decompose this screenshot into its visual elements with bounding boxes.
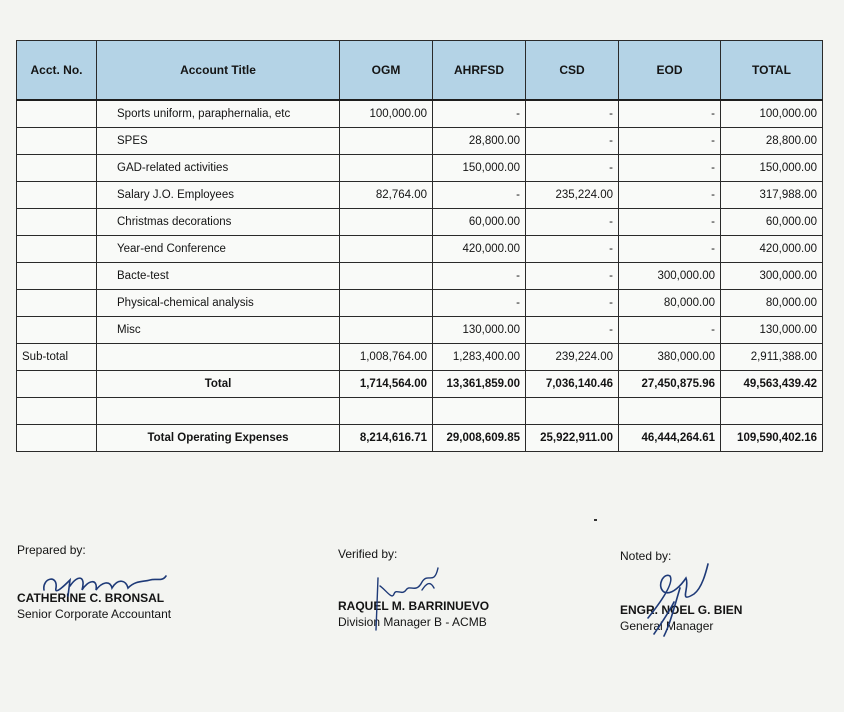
cell-ahrfsd: 60,000.00	[433, 209, 526, 236]
prepared-by-position: Senior Corporate Accountant	[17, 607, 172, 621]
cell-total: 420,000.00	[721, 236, 823, 263]
header-ogm: OGM	[340, 41, 433, 101]
cell-account-title: Year-end Conference	[97, 236, 340, 263]
cell-csd: -	[526, 236, 619, 263]
table-row	[17, 100, 823, 128]
cell-account-title: Salary J.O. Employees	[97, 182, 340, 209]
cell-total: 28,800.00	[721, 128, 823, 155]
operating-acct-cell	[17, 425, 97, 452]
cell-acct-no	[17, 236, 97, 263]
operating-total: 109,590,402.16	[721, 425, 823, 452]
total-total: 49,563,439.42	[721, 371, 823, 398]
cell-account-title: Christmas decorations	[97, 209, 340, 236]
operating-expenses-table	[16, 40, 823, 452]
cell-account-title: Sports uniform, paraphernalia, etc	[97, 100, 340, 128]
total-ogm: 1,714,564.00	[340, 371, 433, 398]
noted-by-block	[620, 548, 742, 634]
cell-eod: -	[619, 182, 721, 209]
cell-total: 317,988.00	[721, 182, 823, 209]
spacer-row	[17, 398, 823, 425]
cell-total: 150,000.00	[721, 155, 823, 182]
verified-by-block	[338, 546, 489, 630]
operating-ahrfsd: 29,008,609.85	[433, 425, 526, 452]
total-csd: 7,036,140.46	[526, 371, 619, 398]
cell-eod: -	[619, 100, 721, 128]
cell-ahrfsd: -	[433, 263, 526, 290]
subtotal-title-cell	[97, 344, 340, 371]
noted-by-caption: Noted by:	[620, 549, 672, 563]
header-account-title: Account Title	[97, 41, 340, 101]
operating-label: Total Operating Expenses	[97, 425, 340, 452]
prepared-by-caption: Prepared by:	[17, 543, 86, 557]
verified-by-position: Division Manager B - ACMB	[338, 615, 487, 629]
cell-eod: -	[619, 317, 721, 344]
table-row	[17, 290, 823, 317]
cell-ogm	[340, 317, 433, 344]
cell-csd: 235,224.00	[526, 182, 619, 209]
subtotal-eod: 380,000.00	[619, 344, 721, 371]
total-eod: 27,450,875.96	[619, 371, 721, 398]
cell-account-title: Bacte-test	[97, 263, 340, 290]
cell-acct-no	[17, 290, 97, 317]
cell-account-title: SPES	[97, 128, 340, 155]
verified-by-name: RAQUEL M. BARRINUEVO	[338, 599, 490, 613]
cell-csd: -	[526, 128, 619, 155]
cell-csd: -	[526, 317, 619, 344]
cell-acct-no	[17, 155, 97, 182]
cell-account-title: Misc	[97, 317, 340, 344]
cell-acct-no	[17, 209, 97, 236]
table-row	[17, 236, 823, 263]
cell-account-title: GAD-related activities	[97, 155, 340, 182]
cell-ogm	[340, 128, 433, 155]
header-ahrfsd: AHRFSD	[433, 41, 526, 101]
cell-acct-no	[17, 100, 97, 128]
cell-acct-no	[17, 128, 97, 155]
table-row	[17, 209, 823, 236]
verified-by-caption: Verified by:	[338, 547, 398, 561]
table-row	[17, 317, 823, 344]
prepared-by-block	[17, 542, 171, 622]
total-label: Total	[97, 371, 340, 398]
table-row	[17, 263, 823, 290]
cell-eod: -	[619, 209, 721, 236]
header-csd: CSD	[526, 41, 619, 101]
cell-total: 300,000.00	[721, 263, 823, 290]
cell-total: 130,000.00	[721, 317, 823, 344]
total-acct-cell	[17, 371, 97, 398]
total-ahrfsd: 13,361,859.00	[433, 371, 526, 398]
operating-expenses-row	[17, 425, 823, 452]
operating-csd: 25,922,911.00	[526, 425, 619, 452]
operating-eod: 46,444,264.61	[619, 425, 721, 452]
cell-csd: -	[526, 155, 619, 182]
cell-ogm	[340, 290, 433, 317]
cell-ogm	[340, 155, 433, 182]
cell-ahrfsd: 420,000.00	[433, 236, 526, 263]
noted-by-name: ENGR. NOEL G. BIEN	[620, 603, 743, 617]
cell-ahrfsd: 130,000.00	[433, 317, 526, 344]
cell-account-title: Physical-chemical analysis	[97, 290, 340, 317]
header-total: TOTAL	[721, 41, 823, 101]
table-header-row	[17, 41, 823, 101]
cell-ogm	[340, 263, 433, 290]
cell-ogm	[340, 209, 433, 236]
table-row	[17, 182, 823, 209]
cell-csd: -	[526, 263, 619, 290]
cell-acct-no	[17, 263, 97, 290]
ink-speck	[594, 519, 597, 521]
cell-total: 60,000.00	[721, 209, 823, 236]
cell-csd: -	[526, 290, 619, 317]
subtotal-total: 2,911,388.00	[721, 344, 823, 371]
cell-total: 100,000.00	[721, 100, 823, 128]
cell-eod: -	[619, 155, 721, 182]
subtotal-row	[17, 344, 823, 371]
prepared-by-name: CATHERINE C. BRONSAL	[17, 591, 165, 605]
cell-ahrfsd: -	[433, 182, 526, 209]
cell-ogm: 82,764.00	[340, 182, 433, 209]
cell-ogm	[340, 236, 433, 263]
total-row	[17, 371, 823, 398]
header-acct-no: Acct. No.	[17, 41, 97, 101]
cell-csd: -	[526, 209, 619, 236]
cell-csd: -	[526, 100, 619, 128]
header-eod: EOD	[619, 41, 721, 101]
subtotal-ahrfsd: 1,283,400.00	[433, 344, 526, 371]
subtotal-label: Sub-total	[17, 344, 97, 371]
cell-acct-no	[17, 182, 97, 209]
cell-eod: -	[619, 236, 721, 263]
subtotal-csd: 239,224.00	[526, 344, 619, 371]
subtotal-ogm: 1,008,764.00	[340, 344, 433, 371]
cell-total: 80,000.00	[721, 290, 823, 317]
cell-eod: 80,000.00	[619, 290, 721, 317]
cell-ahrfsd: 28,800.00	[433, 128, 526, 155]
cell-eod: -	[619, 128, 721, 155]
cell-ogm: 100,000.00	[340, 100, 433, 128]
operating-ogm: 8,214,616.71	[340, 425, 433, 452]
table-row	[17, 128, 823, 155]
cell-ahrfsd: -	[433, 100, 526, 128]
table-row	[17, 155, 823, 182]
cell-acct-no	[17, 317, 97, 344]
noted-by-position: General Manager	[620, 619, 714, 633]
cell-eod: 300,000.00	[619, 263, 721, 290]
cell-ahrfsd: 150,000.00	[433, 155, 526, 182]
cell-ahrfsd: -	[433, 290, 526, 317]
